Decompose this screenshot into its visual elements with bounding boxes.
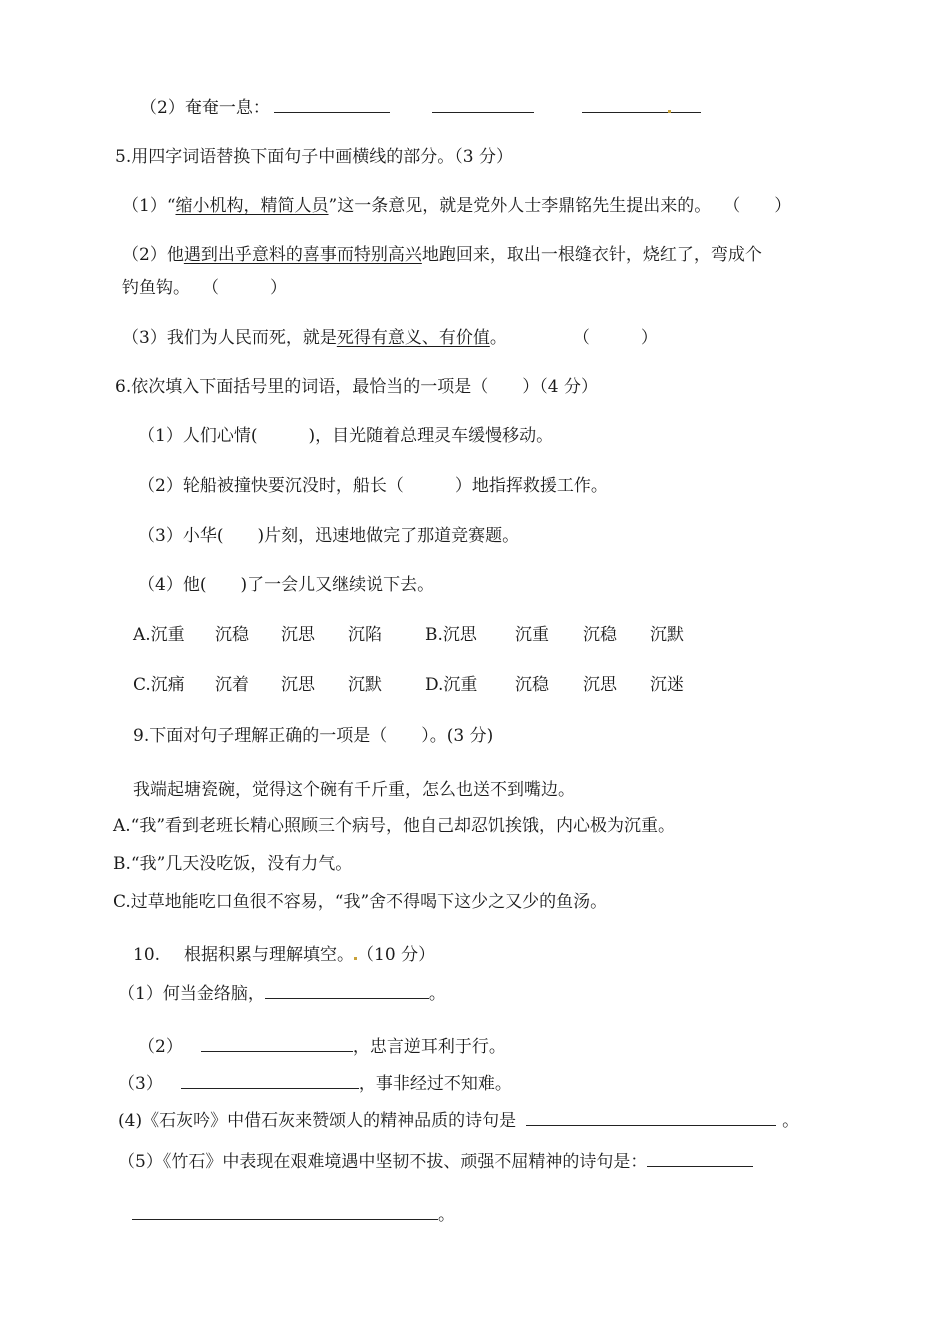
q5-s2-line2: 钓鱼钩。 bbox=[122, 278, 190, 298]
q10-item-4 bbox=[118, 1110, 799, 1132]
q5-s2-post: 地跑回来，取出一根缝衣针，烧红了，弯成个 bbox=[421, 245, 762, 265]
answer-paren[interactable]: （ ） bbox=[723, 196, 792, 216]
q5-s3-underlined: 死得有意义、有价值 bbox=[336, 328, 490, 348]
q5-s2-underlined: 遇到出乎意料的喜事而特别高兴 bbox=[183, 245, 422, 265]
answer-blank[interactable] bbox=[671, 97, 701, 113]
q6-item-4: （4）他( )了一会儿又继续说下去。 bbox=[138, 575, 435, 595]
q10-title-text: 根据积累与理解填空。 bbox=[184, 945, 355, 965]
q10-i2-post: ，忠言逆耳利于行。 bbox=[352, 1037, 506, 1057]
q5-sentence-3 bbox=[122, 327, 658, 349]
q6-option-word: 沉稳 bbox=[515, 675, 549, 695]
answer-paren[interactable]: （ ） bbox=[202, 278, 287, 298]
q6-option-word: 沉思 bbox=[281, 625, 315, 645]
q10-i5-pre: （5）《竹石》中表现在艰难境遇中坚韧不拔、顽强不屈精神的诗句是： bbox=[118, 1152, 648, 1172]
q6-item-2: （2）轮船被撞快要沉没时，船长（ ）地指挥救援工作。 bbox=[138, 476, 608, 496]
q10-item-2 bbox=[138, 1036, 506, 1058]
q6-option-d[interactable]: D.沉重 bbox=[425, 675, 478, 695]
q10-i1-post: 。 bbox=[428, 984, 446, 1004]
q10-i3-post: ，事非经过不知难。 bbox=[358, 1074, 512, 1094]
q10-item-5 bbox=[118, 1151, 753, 1173]
q5-sentence-1 bbox=[122, 195, 791, 217]
q6-option-c[interactable]: C.沉痛 bbox=[133, 675, 185, 695]
q6-option-word: 沉迷 bbox=[650, 675, 684, 695]
q10-i4-post: 。 bbox=[782, 1111, 800, 1131]
answer-blank[interactable] bbox=[132, 1204, 438, 1220]
q5-sentence-2 bbox=[122, 244, 762, 266]
q10-item-5-cont bbox=[132, 1204, 455, 1226]
q6-option-word: 沉默 bbox=[650, 625, 684, 645]
q6-item-1: （1）人们心情( )，目光随着总理灵车缓慢移动。 bbox=[138, 426, 554, 446]
q6-option-word: 沉稳 bbox=[215, 625, 249, 645]
q6-option-word: 沉思 bbox=[583, 675, 617, 695]
q5-s1-underlined: 缩小机构，精简人员 bbox=[175, 196, 329, 216]
q6-option-word: 沉思 bbox=[281, 675, 315, 695]
q6-option-word: 沉默 bbox=[348, 675, 382, 695]
q5-sentence-2-cont bbox=[122, 277, 287, 299]
q9-option-a[interactable]: A.“我”看到老班长精心照顾三个病号，他自己却忍饥挨饿，内心极为沉重。 bbox=[113, 816, 676, 836]
q4-item-2 bbox=[140, 97, 701, 119]
q5-title: 5.用四字词语替换下面句子中画横线的部分。（3 分） bbox=[115, 147, 513, 167]
q6-option-b[interactable]: B.沉思 bbox=[425, 625, 477, 645]
q5-s2-pre: （2）他 bbox=[122, 245, 184, 265]
q10-number: 10. bbox=[133, 945, 161, 965]
answer-blank[interactable] bbox=[265, 983, 429, 999]
answer-blank[interactable] bbox=[181, 1073, 359, 1089]
answer-blank[interactable] bbox=[582, 97, 668, 113]
q9-sentence: 我端起塘瓷碗，觉得这个碗有千斤重，怎么也送不到嘴边。 bbox=[133, 780, 575, 800]
answer-blank[interactable] bbox=[526, 1110, 776, 1126]
answer-blank[interactable] bbox=[647, 1151, 753, 1167]
answer-paren[interactable]: （ ） bbox=[572, 328, 658, 348]
q5-s1-post: ”这一条意见，就是党外人士李鼎铭先生提出来的。 bbox=[328, 196, 712, 216]
answer-blank[interactable] bbox=[432, 97, 534, 113]
q5-s3-pre: （3）我们为人民而死，就是 bbox=[122, 328, 337, 348]
q6-option-word: 沉着 bbox=[215, 675, 249, 695]
q6-option-a[interactable]: A.沉重 bbox=[133, 625, 185, 645]
q10-i4-pre: (4)《石灰吟》中借石灰来赞颂人的精神品质的诗句是 bbox=[118, 1111, 517, 1131]
q10-i2-pre: （2） bbox=[138, 1037, 183, 1057]
q4-item-2-label: （2）奄奄一息： bbox=[140, 98, 270, 118]
answer-blank[interactable] bbox=[274, 97, 390, 113]
q10-title bbox=[133, 944, 435, 966]
q10-i1-pre: （1）何当金络脑， bbox=[118, 984, 265, 1004]
q10-item-1 bbox=[118, 983, 446, 1005]
q10-i3-pre: （3） bbox=[118, 1074, 163, 1094]
q9-title: 9.下面对句子理解正确的一项是（ ）。(3 分) bbox=[133, 726, 494, 746]
q9-option-c[interactable]: C.过草地能吃口鱼很不容易，“我”舍不得喝下这少之又少的鱼汤。 bbox=[113, 892, 608, 912]
q6-option-word: 沉陷 bbox=[348, 625, 382, 645]
q6-item-3: （3）小华( )片刻，迅速地做完了那道竞赛题。 bbox=[138, 526, 520, 546]
answer-blank[interactable] bbox=[201, 1036, 353, 1052]
q5-s3-post: 。 bbox=[489, 328, 507, 348]
q10-points: （10 分） bbox=[357, 945, 436, 965]
q9-option-b[interactable]: B.“我”几天没吃饭，没有力气。 bbox=[113, 854, 353, 874]
q6-option-word: 沉稳 bbox=[583, 625, 617, 645]
q10-i5-end: 。 bbox=[438, 1205, 455, 1225]
q10-item-3 bbox=[118, 1073, 512, 1095]
q5-s1-pre: （1）“ bbox=[122, 196, 176, 216]
q6-title: 6.依次填入下面括号里的词语，最恰当的一项是（ ）（4 分） bbox=[115, 377, 598, 397]
q6-option-word: 沉重 bbox=[515, 625, 549, 645]
